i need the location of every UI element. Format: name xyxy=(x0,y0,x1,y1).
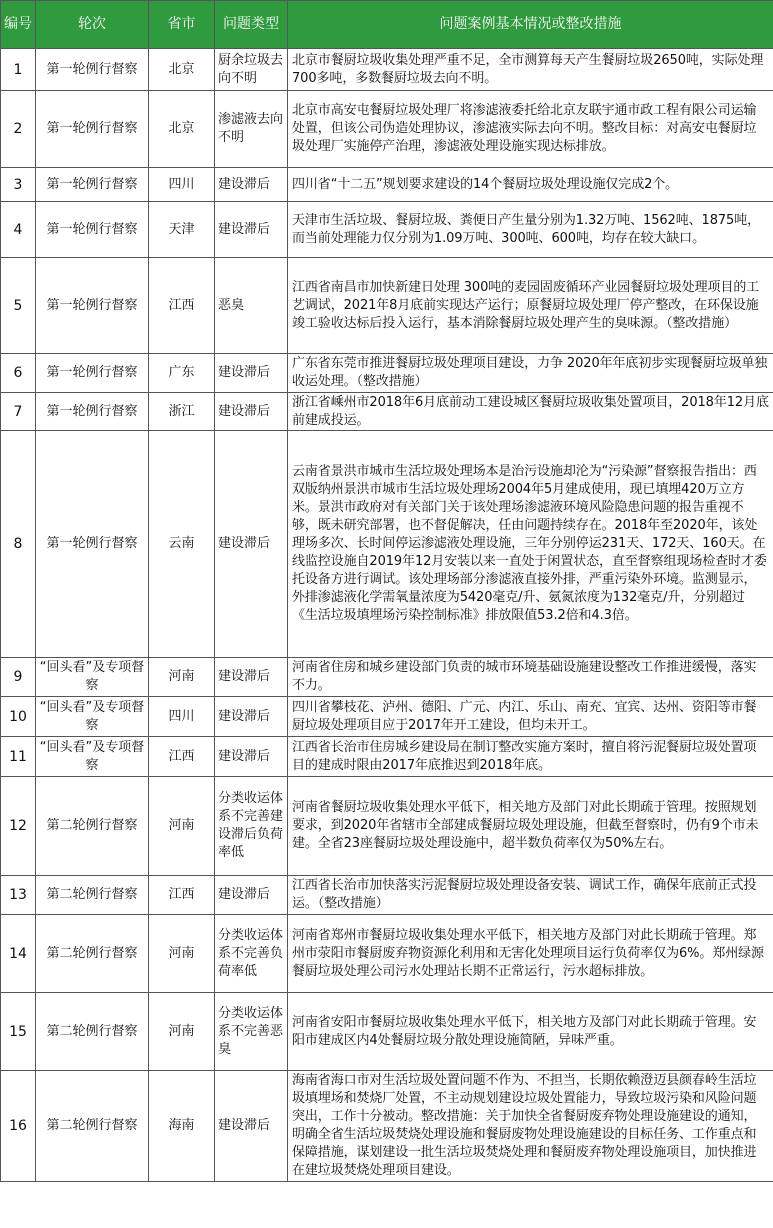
cell-type: 厨余垃圾去向不明 xyxy=(215,49,288,91)
cell-province: 海南 xyxy=(149,1071,215,1182)
cell-round: 第二轮例行督察 xyxy=(36,915,149,993)
table-row xyxy=(1,258,773,354)
cell-no: 12 xyxy=(1,777,36,876)
table-row xyxy=(1,876,773,915)
cell-no: 13 xyxy=(1,876,36,915)
cell-province: 江西 xyxy=(149,737,215,777)
cell-no: 1 xyxy=(1,49,36,91)
cell-type: 建设滞后 xyxy=(215,431,288,658)
cell-no: 4 xyxy=(1,202,36,258)
cell-detail: 江西省长治市加快落实污泥餐厨垃圾处理设备安装、调试工作，确保年底前正式投运。（整改措施） xyxy=(288,876,773,915)
table-row xyxy=(1,393,773,431)
table-row xyxy=(1,915,773,993)
cell-province: 广东 xyxy=(149,354,215,393)
cell-province: 北京 xyxy=(149,91,215,168)
cell-type: 建设滞后 xyxy=(215,202,288,258)
cell-detail: 河南省安阳市餐厨垃圾收集处理水平低下，相关地方及部门对此长期疏于管理。安阳市建成区内4处餐厨垃圾分散处理设施简陋，异味严重。 xyxy=(288,993,773,1071)
cell-round: 第二轮例行督察 xyxy=(36,777,149,876)
cell-type: 建设滞后 xyxy=(215,658,288,697)
cell-detail: 江西省长治市住房城乡建设局在制订整改实施方案时，擅自将污泥餐厨垃圾处置项目的建成时限由2017年底推迟到2018年底。 xyxy=(288,737,773,777)
header-round: 轮次 xyxy=(36,1,149,49)
cell-type: 建设滞后 xyxy=(215,737,288,777)
cell-province: 四川 xyxy=(149,697,215,737)
header-no: 编号 xyxy=(1,1,36,49)
cell-type: 分类收运体系不完善建设滞后负荷率低 xyxy=(215,777,288,876)
cell-type: 建设滞后 xyxy=(215,876,288,915)
cell-type: 建设滞后 xyxy=(215,1071,288,1182)
cell-type: 恶臭 xyxy=(215,258,288,354)
cell-round: 第一轮例行督察 xyxy=(36,431,149,658)
cell-province: 云南 xyxy=(149,431,215,658)
header-type: 问题类型 xyxy=(215,1,288,49)
table-row xyxy=(1,49,773,91)
cell-type: 建设滞后 xyxy=(215,393,288,431)
cell-round: 第一轮例行督察 xyxy=(36,91,149,168)
cell-no: 8 xyxy=(1,431,36,658)
cell-detail: 浙江省嵊州市2018年6月底前动工建设城区餐厨垃圾收集处置项目，2018年12月底前建成投运。 xyxy=(288,393,773,431)
cell-detail: 广东省东莞市推进餐厨垃圾处理项目建设，力争 2020年年底初步实现餐厨垃圾单独收运处理。（整改措施） xyxy=(288,354,773,393)
cell-detail: 四川省“十二五”规划要求建设的14个餐厨垃圾处理设施仅完成2个。 xyxy=(288,168,773,202)
cell-detail: 四川省攀枝花、泸州、德阳、广元、内江、乐山、南充、宜宾、达州、资阳等市餐厨垃圾处理项目应于2017年开工建设，但均未开工。 xyxy=(288,697,773,737)
cell-round: “回头看”及专项督察 xyxy=(36,697,149,737)
cell-round: 第二轮例行督察 xyxy=(36,876,149,915)
cell-type: 渗滤液去向不明 xyxy=(215,91,288,168)
cell-detail: 江西省南昌市加快新建日处理 300吨的麦园固废循环产业园餐厨垃圾处理项目的工艺调试，2021年8月底前实现达产运行；原餐厨垃圾处理厂停产整改，在环保设施竣工验收达标后投入运行，基本消除餐厨垃圾处理产生的臭味源。（整改措施） xyxy=(288,258,773,354)
cell-detail: 天津市生活垃圾、餐厨垃圾、粪便日产生量分别为1.32万吨、1562吨、1875吨，而当前处理能力仅分别为1.09万吨、300吨、600吨，均存在较大缺口。 xyxy=(288,202,773,258)
table-row xyxy=(1,697,773,737)
table-row xyxy=(1,993,773,1071)
cell-round: “回头看”及专项督察 xyxy=(36,658,149,697)
cell-detail: 河南省郑州市餐厨垃圾收集处理水平低下，相关地方及部门对此长期疏于管理。郑州市荥阳市餐厨废弃物资源化利用和无害化处理项目运行负荷率仅为6%。郑州绿源餐厨垃圾处理公司污水处理站长期不正常运行，污水超标排放。 xyxy=(288,915,773,993)
cell-round: 第一轮例行督察 xyxy=(36,354,149,393)
cell-type: 建设滞后 xyxy=(215,354,288,393)
cell-province: 江西 xyxy=(149,258,215,354)
cell-province: 天津 xyxy=(149,202,215,258)
cell-province: 河南 xyxy=(149,658,215,697)
header-detail: 问题案例基本情况或整改措施 xyxy=(288,1,773,49)
cell-round: 第一轮例行督察 xyxy=(36,49,149,91)
cell-detail: 云南省景洪市城市生活垃圾处理场本是治污设施却沦为“污染源”督察报告指出：西双版纳州景洪市城市生活垃圾处理场2004年5月建成使用，现已填埋420万立方米。景洪市政府对有关部门关于该处理场渗滤液环境风险隐患问题的报告重视不够，既未研究部署，也不督促解决，任由问题持续存在。2018年至2020年，该处理场多次、长时间停运渗滤液处理设施，三年分别停运231天、172天、160天。在线监控设施自2019年12月安装以来一直处于闲置状态，直至督察组现场检查时才委托设备方进行调试。该处理场部分渗滤液直接外排，严重污染外环境。监测显示，外排渗滤液化学需氧量浓度为5420毫克/升、氨氮浓度为132毫克/升，分别超过《生活垃圾填埋场污染控制标准》排放限值53.2倍和4.3倍。 xyxy=(288,431,773,658)
cell-detail: 北京市高安屯餐厨垃圾处理厂将渗滤液委托给北京友联宇通市政工程有限公司运输处置，但该公司伪造处理协议，渗滤液实际去向不明。整改目标：对高安屯餐厨垃圾处理厂实施停产治理，渗滤液处理设施实现达标排放。 xyxy=(288,91,773,168)
table-row xyxy=(1,431,773,658)
cell-detail: 北京市餐厨垃圾收集处理严重不足，全市测算每天产生餐厨垃圾2650吨，实际处理700多吨，多数餐厨垃圾去向不明。 xyxy=(288,49,773,91)
cell-province: 河南 xyxy=(149,777,215,876)
cell-province: 北京 xyxy=(149,49,215,91)
table-row xyxy=(1,777,773,876)
cell-type: 分类收运体系不完善恶臭 xyxy=(215,993,288,1071)
table-row xyxy=(1,1071,773,1182)
table-row xyxy=(1,737,773,777)
cell-detail: 海南省海口市对生活垃圾处置问题不作为、不担当，长期依赖澄迈县颜春岭生活垃圾填埋场和焚烧厂处置，不主动规划建设垃圾处置能力，导致垃圾污染和风险问题突出，工作十分被动。整改措施：关于加快全省餐厨废弃物处理设施建设的通知，明确全省生活垃圾焚烧处理设施和餐厨废物处理设施建设的目标任务、工作重点和保障措施，谋划建设一批生活垃圾焚烧处理和餐厨废弃物处理设施项目，加快推进在建垃圾焚烧处理项目建设。 xyxy=(288,1071,773,1182)
cell-no: 14 xyxy=(1,915,36,993)
table-row xyxy=(1,91,773,168)
cell-province: 四川 xyxy=(149,168,215,202)
cell-no: 11 xyxy=(1,737,36,777)
header-province: 省市 xyxy=(149,1,215,49)
cell-no: 10 xyxy=(1,697,36,737)
cell-no: 9 xyxy=(1,658,36,697)
cell-province: 江西 xyxy=(149,876,215,915)
cell-province: 河南 xyxy=(149,915,215,993)
cell-province: 浙江 xyxy=(149,393,215,431)
table-row xyxy=(1,658,773,697)
table-row xyxy=(1,168,773,202)
cell-no: 16 xyxy=(1,1071,36,1182)
cell-round: 第二轮例行督察 xyxy=(36,993,149,1071)
table-row xyxy=(1,202,773,258)
cell-round: 第二轮例行督察 xyxy=(36,1071,149,1182)
cell-type: 建设滞后 xyxy=(215,168,288,202)
cell-no: 5 xyxy=(1,258,36,354)
table-row xyxy=(1,354,773,393)
header-row xyxy=(1,1,773,49)
cell-province: 河南 xyxy=(149,993,215,1071)
cell-no: 2 xyxy=(1,91,36,168)
cell-round: 第一轮例行督察 xyxy=(36,393,149,431)
cell-no: 3 xyxy=(1,168,36,202)
cell-detail: 河南省住房和城乡建设部门负责的城市环境基础设施建设整改工作推进缓慢，落实不力。 xyxy=(288,658,773,697)
cell-type: 分类收运体系不完善负荷率低 xyxy=(215,915,288,993)
cell-round: 第一轮例行督察 xyxy=(36,168,149,202)
cell-round: 第一轮例行督察 xyxy=(36,258,149,354)
cell-round: 第一轮例行督察 xyxy=(36,202,149,258)
cell-type: 建设滞后 xyxy=(215,697,288,737)
cell-detail: 河南省餐厨垃圾收集处理水平低下，相关地方及部门对此长期疏于管理。按照规划要求，到2020年省辖市全部建成餐厨垃圾处理设施，但截至督察时，仍有9个市未建。全省23座餐厨垃圾处理设施中，超半数负荷率仅为50%左右。 xyxy=(288,777,773,876)
cell-no: 15 xyxy=(1,993,36,1071)
cell-no: 7 xyxy=(1,393,36,431)
cell-round: “回头看”及专项督察 xyxy=(36,737,149,777)
cell-no: 6 xyxy=(1,354,36,393)
